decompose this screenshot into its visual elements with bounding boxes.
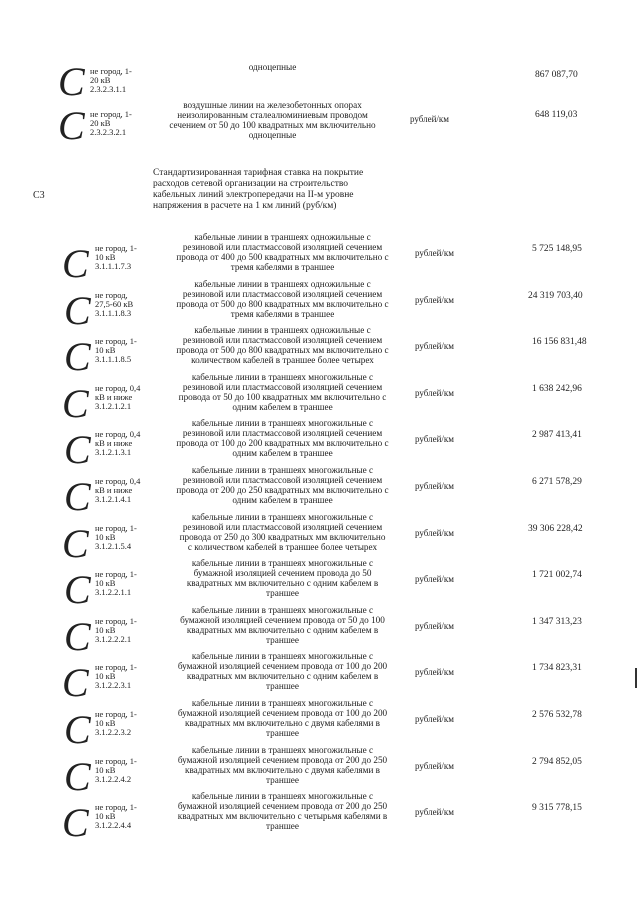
row-unit: рублей/км [415, 248, 454, 258]
row-unit: рублей/км [415, 434, 454, 445]
row-unit: рублей/км [415, 714, 454, 724]
row-code: не город, 0,4 кВ и ниже 3.1.2.1.4.1 [95, 476, 141, 504]
row-code: не город, 1- 10 кВ 3.1.2.2.1.1 [95, 569, 137, 598]
scan-edge-mark [635, 668, 637, 688]
row-value: 1 638 242,96 [532, 383, 582, 394]
row-description: кабельные линии в траншеях многожильные с бумажной изоляцией сечением провода от 100 до 200 квадратных мм включительно с двумя кабелями в траншее [177, 698, 388, 738]
row-unit: рублей/км [415, 341, 454, 352]
row-value: 1 721 002,74 [532, 570, 582, 581]
row-code: не город, 1- 20 кВ 2.3.2.3.1.1 [90, 66, 132, 94]
row-unit: рублей/км [410, 114, 449, 124]
row-code: не город, 0,4 кВ и ниже 3.1.2.1.2.1 [95, 382, 141, 411]
row-unit: рублей/км [415, 481, 454, 491]
row-value: 1 347 313,23 [532, 616, 582, 627]
letter-c: C [62, 520, 89, 566]
row-value: 648 119,03 [535, 110, 578, 120]
row-code: не город, 1- 10 кВ 3.1.2.1.5.4 [95, 522, 137, 551]
letter-c: C [64, 287, 91, 333]
letter-c: C [64, 753, 91, 799]
row-code: не город, 1- 10 кВ 3.1.2.2.3.2 [95, 709, 137, 737]
row-code: не город, 1- 10 кВ 3.1.2.2.4.4 [95, 802, 137, 831]
row-code: не город, 27,5-60 кВ 3.1.1.1.8.3 [95, 289, 134, 318]
letter-c: C [64, 707, 91, 752]
row-code: не город, 1- 10 кВ 3.1.2.2.4.2 [95, 755, 137, 784]
row-value: 6 271 578,29 [532, 477, 582, 487]
letter-c: C [62, 660, 89, 706]
row-value: 2 576 532,78 [532, 710, 582, 720]
letter-c: C [64, 427, 91, 473]
row-description: кабельные линии в траншеях многожильные с бумажной изоляцией сечением провода от 200 до 250 квадратных мм включительно с двумя кабелями в траншее [177, 744, 388, 785]
row-description: кабельные линии в траншеях многожильные с бумажной изоляцией сечением провода от 200 до 250 квадратных мм включительно с четырьмя кабелями в траншее [177, 791, 388, 832]
letter-c: C [64, 474, 91, 519]
section-label: С3 [33, 190, 45, 201]
row-unit: рублей/км [415, 760, 454, 771]
row-description: кабельные линии в траншеях одножильные с резиновой или пластмассовой изоляцией сечением провода от 400 до 500 квадратных мм включительно с тремя кабелями в траншее [176, 232, 389, 272]
row-value: 9 315 778,15 [532, 803, 582, 814]
section-title: Стандартизированная тарифная ставка на покрытие расходов сетевой организации на строительство кабельных линий электропередачи на II-м уровне напряжения в расчете на 1 км линий (руб/км) [153, 168, 364, 211]
row-code: не город, 1- 10 кВ 3.1.2.2.3.1 [95, 662, 137, 691]
row-value: 867 087,70 [535, 70, 578, 80]
letter-c: C [62, 241, 89, 286]
row-code: не город, 1- 10 кВ 3.1.1.1.7.3 [95, 243, 137, 271]
letter-c: C [58, 59, 85, 104]
row-unit: рублей/км [415, 667, 454, 678]
row-description: кабельные линии в траншеях многожильные с резиновой или пластмассовой изоляцией сечением провода от 250 до 300 квадратных мм включительно с количеством кабелей в траншее более четырех [179, 511, 386, 552]
letter-c: C [62, 380, 89, 426]
row-unit: рублей/км [415, 574, 454, 585]
row-unit: рублей/км [415, 387, 454, 398]
row-code: не город, 1- 20 кВ 2.3.2.3.2.1 [90, 109, 132, 137]
row-description: одноцепные [248, 62, 297, 72]
row-description: кабельные линии в траншеях многожильные с резиновой или пластмассовой изоляцией сечением провода от 50 до 100 квадратных мм включительно с одним кабелем в траншее [178, 371, 387, 412]
letter-c: C [62, 800, 89, 846]
row-description: кабельные линии в траншеях одножильные с резиновой или пластмассовой изоляцией сечением провода от 500 до 800 квадратных мм включительно с тремя кабелями в траншее [176, 278, 389, 319]
letter-c: C [58, 103, 85, 148]
row-description: кабельные линии в траншеях многожильные с бумажной изоляцией сечением провода от 100 до 200 квадратных мм включительно с одним кабелем в траншее [177, 651, 388, 692]
letter-c: C [64, 567, 91, 613]
row-unit: рублей/км [415, 620, 454, 631]
row-description: воздушные линии на железобетонных опорах неизолированным сталеалюминиевым проводом сечением от 50 до 100 квадратных мм включительно одноцепные [169, 100, 376, 140]
row-description: кабельные линии в траншеях многожильные с бумажной изоляцией сечением провода до 50 квадратных мм включительно с одним кабелем в траншее [186, 558, 379, 599]
row-value: 2 794 852,05 [532, 756, 582, 767]
row-value: 5 725 148,95 [532, 244, 582, 254]
row-value: 16 156 831,48 [532, 337, 587, 348]
row-value: 2 987 413,41 [532, 430, 582, 441]
letter-c: C [64, 613, 91, 659]
row-unit: рублей/км [415, 294, 454, 305]
row-unit: рублей/км [415, 807, 454, 818]
row-value: 24 319 703,40 [528, 290, 583, 301]
row-value: 39 306 228,42 [528, 523, 583, 534]
row-unit: рублей/км [415, 527, 454, 538]
letter-c: C [64, 334, 91, 380]
row-description: кабельные линии в траншеях одножильные с резиновой или пластмассовой изоляцией сечением провода от 500 до 800 квадратных мм включительно с количеством кабелей в траншее более четырех [176, 325, 389, 366]
row-description: кабельные линии в траншеях многожильные с резиновой или пластмассовой изоляцией сечением провода от 100 до 200 квадратных мм включительно с одним кабелем в траншее [176, 418, 389, 459]
row-value: 1 734 823,31 [532, 663, 582, 674]
row-code: не город, 1- 10 кВ 3.1.1.1.8.5 [95, 336, 137, 365]
row-code: не город, 0,4 кВ и ниже 3.1.2.1.3.1 [95, 429, 141, 458]
row-description: кабельные линии в траншеях многожильные с бумажной изоляцией сечением провода от 50 до 100 квадратных мм включительно с одним кабелем в траншее [180, 604, 385, 645]
row-code: не город, 1- 10 кВ 3.1.2.2.2.1 [95, 615, 137, 644]
row-description: кабельные линии в траншеях многожильные с резиновой или пластмассовой изоляцией сечением провода от 200 до 250 квадратных мм включительно с одним кабелем в траншее [176, 465, 389, 505]
